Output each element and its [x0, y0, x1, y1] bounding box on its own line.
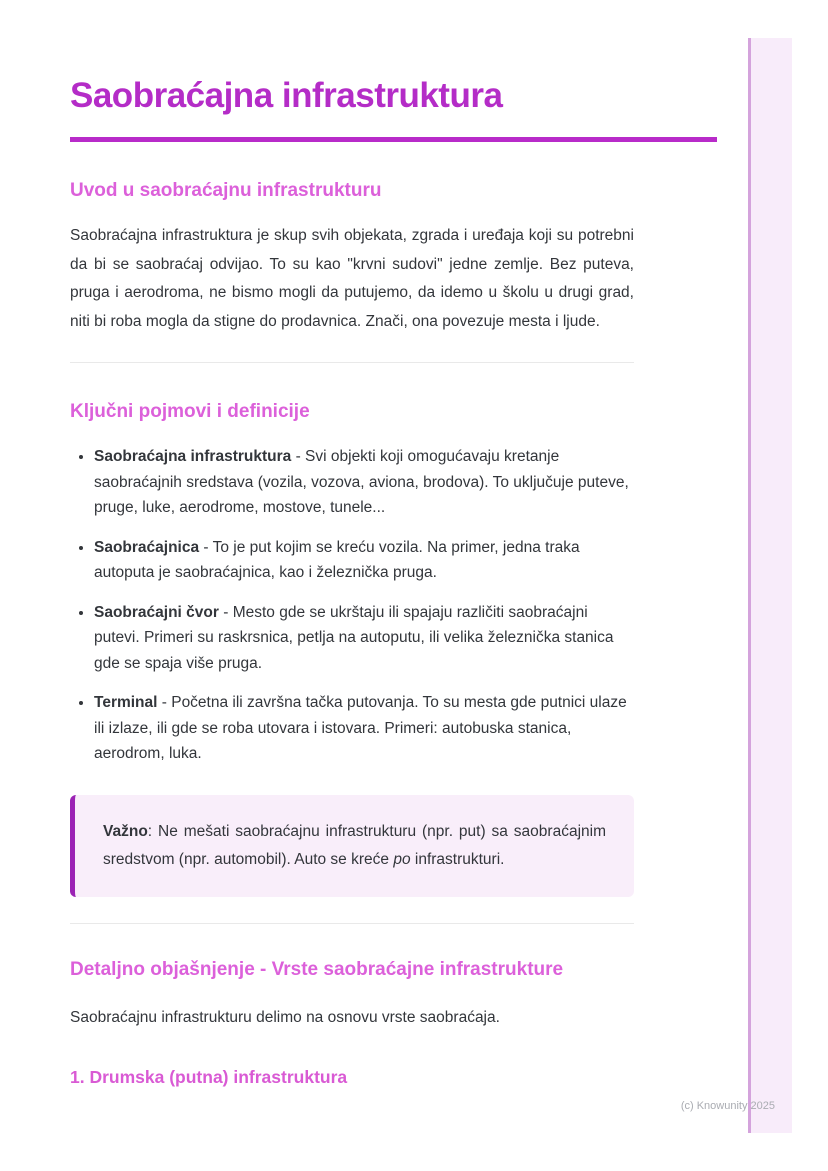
term-definition: - Početna ili završna tačka putovanja. To su mesta gde putnici ulaze ili izlaze, ili gde se roba utovara i istovara. Primeri: autobuska stanica, aerodrom, luka.	[94, 694, 627, 762]
callout-italic-word: po	[393, 850, 411, 868]
term-definition: - To je put kojim se kreću vozila. Na primer, jedna traka autoputa je saobraćajnica, kao i železnička pruga.	[94, 538, 580, 581]
callout-label: Važno	[103, 822, 148, 840]
detail-paragraph: Saobraćajnu infrastrukturu delimo na osnovu vrste saobraćaja.	[70, 1008, 500, 1026]
section-heading-detail: Detaljno objašnjenje - Vrste saobraćajne infrastrukture	[70, 958, 564, 980]
term-name: Saobraćajna infrastruktura	[94, 448, 292, 465]
section-divider	[70, 923, 634, 924]
subsection-heading-drumska: 1. Drumska (putna) infrastruktura	[70, 1067, 348, 1087]
term-item	[94, 600, 630, 677]
term-name: Terminal	[94, 694, 158, 711]
term-name: Saobraćajni čvor	[94, 603, 219, 621]
term-definition: - Mesto gde se ukrštaju ili spajaju različiti saobraćajni putevi. Primeri su raskrsnica, petlja na autoputu, ili velika železnička stanica gde se spaja više pruga.	[94, 603, 614, 672]
term-item	[94, 444, 630, 521]
term-item	[94, 535, 630, 586]
callout-text-before: : Ne mešati saobraćajnu infrastrukturu (npr. put) sa saobraćajnim sredstvom (npr. automobil). Auto se kreće	[103, 822, 606, 868]
document-content	[70, 0, 720, 1089]
callout-text-after: infrastrukturi.	[410, 850, 505, 868]
important-callout	[70, 795, 634, 897]
section-heading-terms: Ključni pojmovi i definicije	[70, 401, 310, 422]
section-heading-intro: Uvod u saobraćajnu infrastrukturu	[70, 180, 382, 201]
page-accent-bar	[748, 38, 792, 1133]
page-title: Saobraćajna infrastruktura	[70, 76, 503, 115]
intro-paragraph: Saobraćajna infrastruktura je skup svih objekata, zgrada i uređaja koji su potrebni da bi se saobraćaj odvijao. To su kao "krvni sudovi" jedne zemlje. Bez puteva, pruga i aerodroma, ne bismo mogli da putujemo, da idemo u školu u drugi grad, niti bi roba mogla da stigne do prodavnica. Znači, ona povezuje mesta i ljude.	[70, 227, 634, 330]
copyright-footer: (c) Knowunity 2025	[680, 1100, 775, 1112]
term-name: Saobraćajnica	[94, 538, 200, 556]
terms-list	[70, 444, 630, 767]
title-underline-rule	[70, 137, 717, 142]
term-definition: - Svi objekti koji omogućavaju kretanje saobraćajnih sredstava (vozila, vozova, aviona, brodova). To uključuje puteve, pruge, luke, aerodrome, mostove, tunele...	[94, 448, 629, 516]
term-item	[94, 690, 630, 767]
section-divider	[70, 362, 634, 363]
